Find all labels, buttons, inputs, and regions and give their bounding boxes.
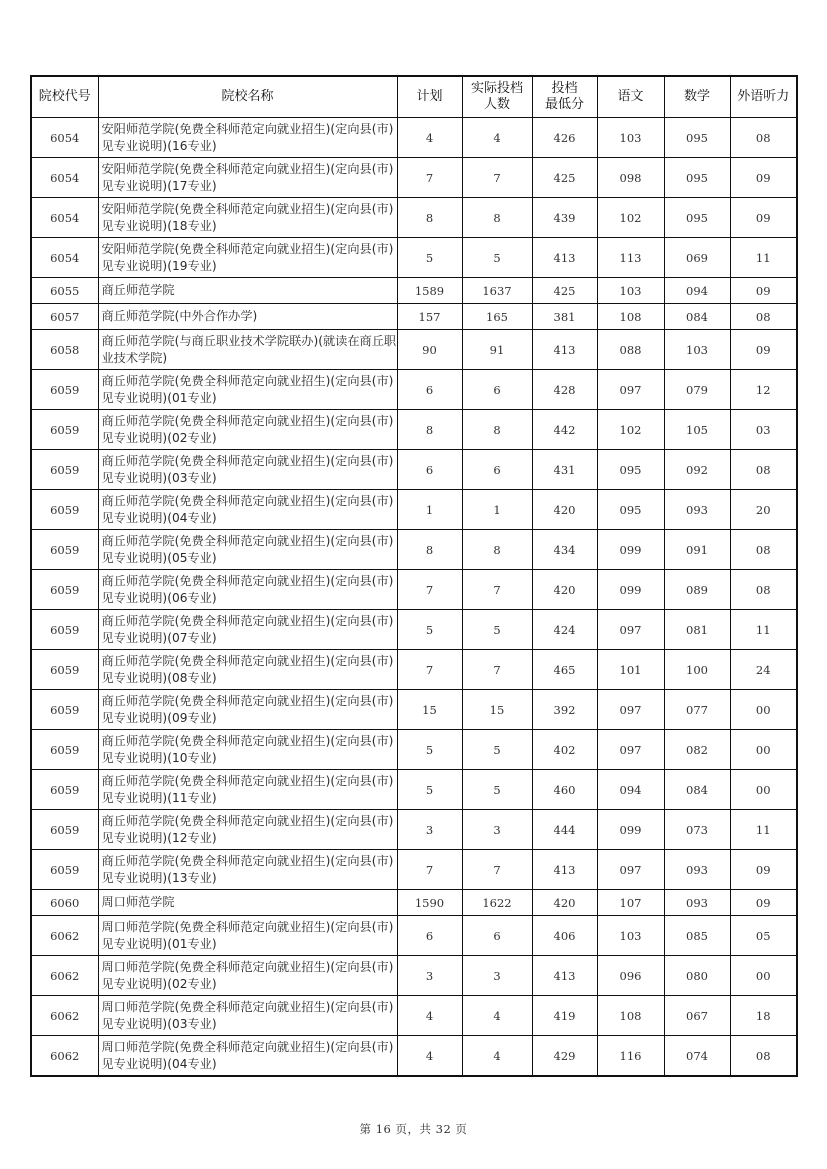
cell-name: 商丘师范学院 <box>98 278 397 304</box>
cell-name: 安阳师范学院(免费全科师范定向就业招生)(定向县(市)见专业说明)(17专业) <box>98 158 397 198</box>
cell-plan: 6 <box>397 450 462 490</box>
cell-plan: 7 <box>397 850 462 890</box>
cell-chinese: 103 <box>597 278 664 304</box>
cell-plan: 5 <box>397 610 462 650</box>
cell-chinese: 097 <box>597 850 664 890</box>
cell-chinese: 095 <box>597 450 664 490</box>
cell-min: 428 <box>532 370 597 410</box>
cell-name: 商丘师范学院(中外合作办学) <box>98 304 397 330</box>
cell-min: 465 <box>532 650 597 690</box>
cell-min: 434 <box>532 530 597 570</box>
cell-code: 6062 <box>31 1036 98 1077</box>
cell-plan: 7 <box>397 570 462 610</box>
cell-actual: 8 <box>462 410 532 450</box>
cell-name: 安阳师范学院(免费全科师范定向就业招生)(定向县(市)见专业说明)(18专业) <box>98 198 397 238</box>
cell-listening: 18 <box>730 996 797 1036</box>
table-row <box>31 238 797 278</box>
table-row <box>31 810 797 850</box>
cell-listening: 09 <box>730 278 797 304</box>
cell-actual: 7 <box>462 650 532 690</box>
table-row <box>31 450 797 490</box>
table-row <box>31 850 797 890</box>
cell-actual: 1 <box>462 490 532 530</box>
table-row <box>31 730 797 770</box>
cell-listening: 00 <box>730 770 797 810</box>
cell-actual: 6 <box>462 370 532 410</box>
cell-code: 6062 <box>31 996 98 1036</box>
cell-code: 6054 <box>31 238 98 278</box>
cell-math: 073 <box>664 810 730 850</box>
cell-name: 商丘师范学院(免费全科师范定向就业招生)(定向县(市)见专业说明)(09专业) <box>98 690 397 730</box>
cell-plan: 8 <box>397 530 462 570</box>
cell-code: 6059 <box>31 610 98 650</box>
cell-listening: 09 <box>730 850 797 890</box>
cell-name: 安阳师范学院(免费全科师范定向就业招生)(定向县(市)见专业说明)(19专业) <box>98 238 397 278</box>
cell-math: 093 <box>664 490 730 530</box>
table-header-row <box>31 76 797 118</box>
cell-name: 商丘师范学院(与商丘职业技术学院联办)(就读在商丘职业技术学院) <box>98 330 397 370</box>
cell-code: 6059 <box>31 770 98 810</box>
cell-actual: 4 <box>462 118 532 158</box>
cell-plan: 4 <box>397 1036 462 1077</box>
cell-min: 424 <box>532 610 597 650</box>
cell-chinese: 108 <box>597 996 664 1036</box>
cell-math: 095 <box>664 198 730 238</box>
cell-listening: 12 <box>730 370 797 410</box>
cell-min: 420 <box>532 490 597 530</box>
cell-min: 439 <box>532 198 597 238</box>
cell-code: 6060 <box>31 890 98 916</box>
header-listening: 外语听力 <box>730 76 797 118</box>
cell-actual: 4 <box>462 996 532 1036</box>
cell-code: 6054 <box>31 198 98 238</box>
cell-listening: 09 <box>730 890 797 916</box>
cell-plan: 4 <box>397 996 462 1036</box>
cell-code: 6059 <box>31 570 98 610</box>
table-row <box>31 198 797 238</box>
cell-code: 6059 <box>31 650 98 690</box>
table-body <box>31 118 797 1077</box>
cell-math: 077 <box>664 690 730 730</box>
cell-name: 商丘师范学院(免费全科师范定向就业招生)(定向县(市)见专业说明)(06专业) <box>98 570 397 610</box>
cell-chinese: 098 <box>597 158 664 198</box>
cell-listening: 08 <box>730 118 797 158</box>
cell-math: 084 <box>664 304 730 330</box>
header-plan: 计划 <box>397 76 462 118</box>
cell-min: 460 <box>532 770 597 810</box>
cell-chinese: 097 <box>597 370 664 410</box>
cell-plan: 1589 <box>397 278 462 304</box>
cell-chinese: 102 <box>597 198 664 238</box>
cell-plan: 8 <box>397 410 462 450</box>
cell-code: 6059 <box>31 410 98 450</box>
cell-listening: 08 <box>730 304 797 330</box>
cell-name: 商丘师范学院(免费全科师范定向就业招生)(定向县(市)见专业说明)(10专业) <box>98 730 397 770</box>
cell-min: 406 <box>532 916 597 956</box>
cell-math: 067 <box>664 996 730 1036</box>
cell-actual: 165 <box>462 304 532 330</box>
header-name: 院校名称 <box>98 76 397 118</box>
header-actual: 实际投档 人数 <box>462 76 532 118</box>
cell-listening: 00 <box>730 690 797 730</box>
cell-math: 105 <box>664 410 730 450</box>
cell-name: 商丘师范学院(免费全科师范定向就业招生)(定向县(市)见专业说明)(04专业) <box>98 490 397 530</box>
cell-actual: 5 <box>462 770 532 810</box>
cell-chinese: 088 <box>597 330 664 370</box>
cell-math: 103 <box>664 330 730 370</box>
cell-actual: 3 <box>462 810 532 850</box>
cell-chinese: 099 <box>597 810 664 850</box>
cell-min: 426 <box>532 118 597 158</box>
cell-actual: 91 <box>462 330 532 370</box>
header-code: 院校代号 <box>31 76 98 118</box>
cell-plan: 1 <box>397 490 462 530</box>
cell-min: 420 <box>532 570 597 610</box>
cell-chinese: 097 <box>597 730 664 770</box>
cell-math: 093 <box>664 890 730 916</box>
cell-chinese: 094 <box>597 770 664 810</box>
cell-math: 100 <box>664 650 730 690</box>
cell-name: 商丘师范学院(免费全科师范定向就业招生)(定向县(市)见专业说明)(05专业) <box>98 530 397 570</box>
cell-chinese: 099 <box>597 570 664 610</box>
cell-chinese: 108 <box>597 304 664 330</box>
table-row <box>31 1036 797 1077</box>
cell-chinese: 102 <box>597 410 664 450</box>
cell-listening: 11 <box>730 810 797 850</box>
cell-code: 6059 <box>31 730 98 770</box>
cell-min: 402 <box>532 730 597 770</box>
cell-actual: 5 <box>462 730 532 770</box>
table-row <box>31 118 797 158</box>
cell-listening: 08 <box>730 570 797 610</box>
cell-name: 商丘师范学院(免费全科师范定向就业招生)(定向县(市)见专业说明)(07专业) <box>98 610 397 650</box>
cell-code: 6058 <box>31 330 98 370</box>
cell-actual: 4 <box>462 1036 532 1077</box>
table-row <box>31 530 797 570</box>
cell-listening: 05 <box>730 916 797 956</box>
cell-chinese: 097 <box>597 690 664 730</box>
cell-code: 6054 <box>31 158 98 198</box>
cell-chinese: 099 <box>597 530 664 570</box>
cell-math: 095 <box>664 118 730 158</box>
table-row <box>31 370 797 410</box>
cell-actual: 1622 <box>462 890 532 916</box>
cell-actual: 8 <box>462 530 532 570</box>
cell-plan: 3 <box>397 956 462 996</box>
cell-name: 商丘师范学院(免费全科师范定向就业招生)(定向县(市)见专业说明)(03专业) <box>98 450 397 490</box>
cell-listening: 03 <box>730 410 797 450</box>
cell-name: 商丘师范学院(免费全科师范定向就业招生)(定向县(市)见专业说明)(12专业) <box>98 810 397 850</box>
cell-code: 6059 <box>31 810 98 850</box>
table-row <box>31 650 797 690</box>
table-row <box>31 570 797 610</box>
cell-name: 周口师范学院(免费全科师范定向就业招生)(定向县(市)见专业说明)(03专业) <box>98 996 397 1036</box>
cell-listening: 09 <box>730 158 797 198</box>
page-number: 第 16 页，共 32 页 <box>359 1122 468 1136</box>
cell-name: 商丘师范学院(免费全科师范定向就业招生)(定向县(市)见专业说明)(11专业) <box>98 770 397 810</box>
cell-actual: 8 <box>462 198 532 238</box>
cell-plan: 6 <box>397 370 462 410</box>
cell-actual: 6 <box>462 916 532 956</box>
cell-plan: 7 <box>397 158 462 198</box>
cell-plan: 5 <box>397 238 462 278</box>
cell-chinese: 103 <box>597 118 664 158</box>
cell-actual: 7 <box>462 570 532 610</box>
table-row <box>31 304 797 330</box>
cell-chinese: 097 <box>597 610 664 650</box>
cell-listening: 11 <box>730 610 797 650</box>
cell-actual: 7 <box>462 850 532 890</box>
cell-math: 094 <box>664 278 730 304</box>
cell-actual: 7 <box>462 158 532 198</box>
cell-actual: 3 <box>462 956 532 996</box>
cell-chinese: 095 <box>597 490 664 530</box>
cell-min: 413 <box>532 956 597 996</box>
cell-min: 429 <box>532 1036 597 1077</box>
cell-math: 081 <box>664 610 730 650</box>
cell-math: 069 <box>664 238 730 278</box>
cell-plan: 1590 <box>397 890 462 916</box>
table-row <box>31 158 797 198</box>
cell-min: 413 <box>532 850 597 890</box>
cell-min: 444 <box>532 810 597 850</box>
cell-listening: 08 <box>730 1036 797 1077</box>
cell-math: 089 <box>664 570 730 610</box>
cell-code: 6059 <box>31 850 98 890</box>
cell-min: 431 <box>532 450 597 490</box>
cell-math: 095 <box>664 158 730 198</box>
cell-math: 079 <box>664 370 730 410</box>
cell-chinese: 096 <box>597 956 664 996</box>
table-row <box>31 278 797 304</box>
cell-plan: 90 <box>397 330 462 370</box>
cell-math: 091 <box>664 530 730 570</box>
cell-name: 周口师范学院(免费全科师范定向就业招生)(定向县(市)见专业说明)(01专业) <box>98 916 397 956</box>
cell-plan: 5 <box>397 730 462 770</box>
cell-min: 425 <box>532 158 597 198</box>
table-row <box>31 996 797 1036</box>
cell-plan: 8 <box>397 198 462 238</box>
header-math: 数学 <box>664 76 730 118</box>
table-row <box>31 610 797 650</box>
cell-listening: 20 <box>730 490 797 530</box>
cell-actual: 5 <box>462 238 532 278</box>
cell-name: 周口师范学院(免费全科师范定向就业招生)(定向县(市)见专业说明)(04专业) <box>98 1036 397 1077</box>
cell-chinese: 103 <box>597 916 664 956</box>
cell-name: 安阳师范学院(免费全科师范定向就业招生)(定向县(市)见专业说明)(16专业) <box>98 118 397 158</box>
table-row <box>31 690 797 730</box>
cell-chinese: 101 <box>597 650 664 690</box>
cell-code: 6059 <box>31 450 98 490</box>
cell-listening: 08 <box>730 450 797 490</box>
cell-plan: 5 <box>397 770 462 810</box>
cell-chinese: 116 <box>597 1036 664 1077</box>
cell-name: 周口师范学院 <box>98 890 397 916</box>
cell-listening: 09 <box>730 198 797 238</box>
table-row <box>31 956 797 996</box>
cell-math: 080 <box>664 956 730 996</box>
cell-min: 381 <box>532 304 597 330</box>
cell-listening: 11 <box>730 238 797 278</box>
cell-plan: 3 <box>397 810 462 850</box>
header-min-score: 投档 最低分 <box>532 76 597 118</box>
table-row <box>31 770 797 810</box>
cell-actual: 5 <box>462 610 532 650</box>
cell-math: 093 <box>664 850 730 890</box>
cell-name: 商丘师范学院(免费全科师范定向就业招生)(定向县(市)见专业说明)(08专业) <box>98 650 397 690</box>
cell-min: 425 <box>532 278 597 304</box>
table-row <box>31 916 797 956</box>
cell-code: 6059 <box>31 530 98 570</box>
cell-actual: 1637 <box>462 278 532 304</box>
cell-plan: 15 <box>397 690 462 730</box>
cell-plan: 6 <box>397 916 462 956</box>
cell-code: 6059 <box>31 490 98 530</box>
table-row <box>31 410 797 450</box>
cell-math: 082 <box>664 730 730 770</box>
cell-min: 413 <box>532 238 597 278</box>
cell-name: 商丘师范学院(免费全科师范定向就业招生)(定向县(市)见专业说明)(13专业) <box>98 850 397 890</box>
cell-math: 074 <box>664 1036 730 1077</box>
cell-math: 084 <box>664 770 730 810</box>
cell-chinese: 107 <box>597 890 664 916</box>
cell-actual: 6 <box>462 450 532 490</box>
cell-code: 6062 <box>31 956 98 996</box>
cell-code: 6059 <box>31 690 98 730</box>
cell-plan: 4 <box>397 118 462 158</box>
header-chinese: 语文 <box>597 76 664 118</box>
table-row <box>31 330 797 370</box>
cell-min: 392 <box>532 690 597 730</box>
cell-listening: 08 <box>730 530 797 570</box>
cell-math: 085 <box>664 916 730 956</box>
cell-min: 420 <box>532 890 597 916</box>
cell-chinese: 113 <box>597 238 664 278</box>
cell-min: 442 <box>532 410 597 450</box>
cell-min: 413 <box>532 330 597 370</box>
cell-listening: 00 <box>730 730 797 770</box>
cell-listening: 24 <box>730 650 797 690</box>
cell-listening: 09 <box>730 330 797 370</box>
cell-code: 6054 <box>31 118 98 158</box>
cell-math: 092 <box>664 450 730 490</box>
cell-plan: 157 <box>397 304 462 330</box>
cell-name: 商丘师范学院(免费全科师范定向就业招生)(定向县(市)见专业说明)(01专业) <box>98 370 397 410</box>
cell-name: 周口师范学院(免费全科师范定向就业招生)(定向县(市)见专业说明)(02专业) <box>98 956 397 996</box>
cell-name: 商丘师范学院(免费全科师范定向就业招生)(定向县(市)见专业说明)(02专业) <box>98 410 397 450</box>
admission-score-table <box>30 75 798 1077</box>
cell-code: 6057 <box>31 304 98 330</box>
cell-code: 6062 <box>31 916 98 956</box>
cell-listening: 00 <box>730 956 797 996</box>
cell-code: 6059 <box>31 370 98 410</box>
cell-actual: 15 <box>462 690 532 730</box>
cell-plan: 7 <box>397 650 462 690</box>
cell-code: 6055 <box>31 278 98 304</box>
table-row <box>31 890 797 916</box>
cell-min: 419 <box>532 996 597 1036</box>
table-row <box>31 490 797 530</box>
